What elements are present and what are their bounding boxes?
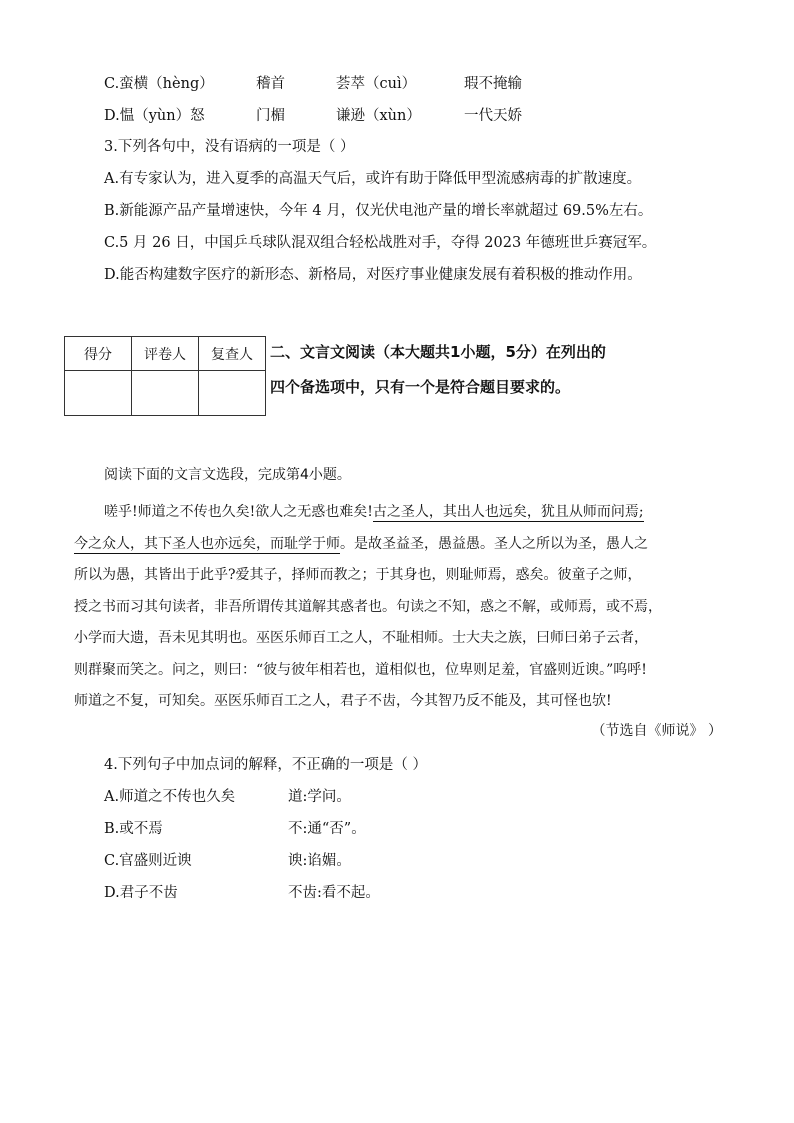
q4-option-c: [104, 851, 254, 871]
q3-option-c: C.5 月 26 日，中国乒乓球队混双组合轻松战胜对手，夺得 2023 年德班世乒赛冠军。: [104, 235, 657, 251]
passage-row-2: [74, 529, 726, 561]
grader-cell[interactable]: [132, 371, 199, 416]
q2-d-item-2: 门楣: [256, 108, 285, 124]
q4-c-definition: 谀:谄媚。: [288, 853, 351, 869]
passage-row-4: 授之书而习其句读者，非吾所谓传其道解其惑者也。句读之不知，惑之不解，或师焉，或不焉，: [74, 598, 662, 615]
passage-row-5: 小学而大遗，吾未见其明也。巫医乐师百工之人，不耻相师。士大夫之族，曰师曰弟子云者，: [74, 630, 648, 646]
passage-row-7: 师道之不复，可知矣。巫医乐师百工之人，君子不齿，今其智乃反不能及，其可怪也欤!: [74, 693, 612, 709]
section-2-title-line-2: 四个备选项中，只有一个是符合题目要求的。: [270, 378, 571, 396]
q4-option-b: [104, 819, 254, 839]
reviewer-cell[interactable]: [199, 371, 266, 416]
q2-c-item-1: C.蛮横（hèng）: [104, 76, 214, 92]
q4-stem: 4.下列句子中加点词的解释，不正确的一项是（ ）: [104, 757, 427, 773]
underlined-sentence-part-2: 今之众人，其下圣人也亦远矣，而耻学于师: [74, 535, 340, 552]
passage-row-1-a: 嗟乎!师道之不传也久矣!欲人之无惑也难矣!: [104, 504, 373, 520]
passage-row-3: 所以为愚，其皆出于此乎?爱其子，择师而教之；于其身也，则耻师焉，惑矣。彼童子之师，: [74, 567, 642, 583]
q2-d-item-3: 谦逊（xùn）: [336, 108, 421, 124]
q4-option-a: [104, 787, 404, 807]
q2-option-d: [104, 106, 564, 126]
q3-option-d: D.能否构建数字医疗的新形态、新格局，对医疗事业健康发展有着积极的推动作用。: [104, 267, 642, 283]
q4-d-definition: 不齿:看不起。: [288, 885, 380, 901]
score-header: 得分: [65, 337, 132, 371]
q4-b-sentence: B.或不焉: [104, 821, 163, 837]
q3-option-a: A.有专家认为，进入夏季的高温天气后，或许有助于降低甲型流感病毒的扩散速度。: [104, 171, 642, 187]
passage-row-1: [74, 497, 726, 529]
reading-intro: 阅读下面的文言文选段，完成第4小题。: [104, 467, 351, 483]
underlined-sentence-part-1: 古之圣人，其出人也远矣，犹且从师而问焉;: [372, 504, 644, 520]
reviewer-header: 复查人: [199, 337, 266, 371]
section-2-title-line-1: 二、文言文阅读（本大题共1小题，5分）在列出的: [270, 343, 606, 361]
q2-d-item-4: 一代天娇: [464, 108, 522, 124]
passage-row-2-b: 。是故圣益圣，愚益愚。圣人之所以为圣，愚人之: [340, 535, 648, 552]
q4-option-d: [104, 883, 254, 903]
q2-option-c: [104, 74, 564, 94]
q4-c-sentence: C.官盛则近谀: [104, 853, 192, 869]
q4-b-definition: 不:通“否”。: [288, 821, 366, 837]
q4-d-sentence: D.君子不齿: [104, 885, 178, 901]
score-cell[interactable]: [65, 371, 132, 416]
passage-source: （节选自《师说》 ）: [591, 723, 722, 739]
q3-option-b: B.新能源产品产量增速快，今年 4 月，仅光伏电池产量的增长率就超过 69.5%左右。: [104, 203, 653, 219]
q2-d-item-1: D.愠（yùn）怒: [104, 108, 205, 124]
q3-stem: 3.下列各句中，没有语病的一项是（ ）: [104, 139, 355, 155]
passage-row-6: 则群聚而笑之。问之，则曰：“彼与彼年相若也，道相似也，位卑则足羞，官盛则近谀。”呜呼!: [74, 661, 647, 678]
score-table: [64, 336, 266, 416]
q4-a-sentence: A.师道之不传也久矣: [104, 789, 236, 805]
classical-passage: [74, 497, 726, 718]
q2-c-item-2: 稽首: [256, 76, 285, 92]
q2-c-item-4: 瑕不掩输: [464, 76, 522, 92]
q4-a-definition: 道:学问。: [288, 789, 351, 805]
q2-c-item-3: 荟萃（cuì）: [336, 76, 417, 92]
grader-header: 评卷人: [132, 337, 199, 371]
